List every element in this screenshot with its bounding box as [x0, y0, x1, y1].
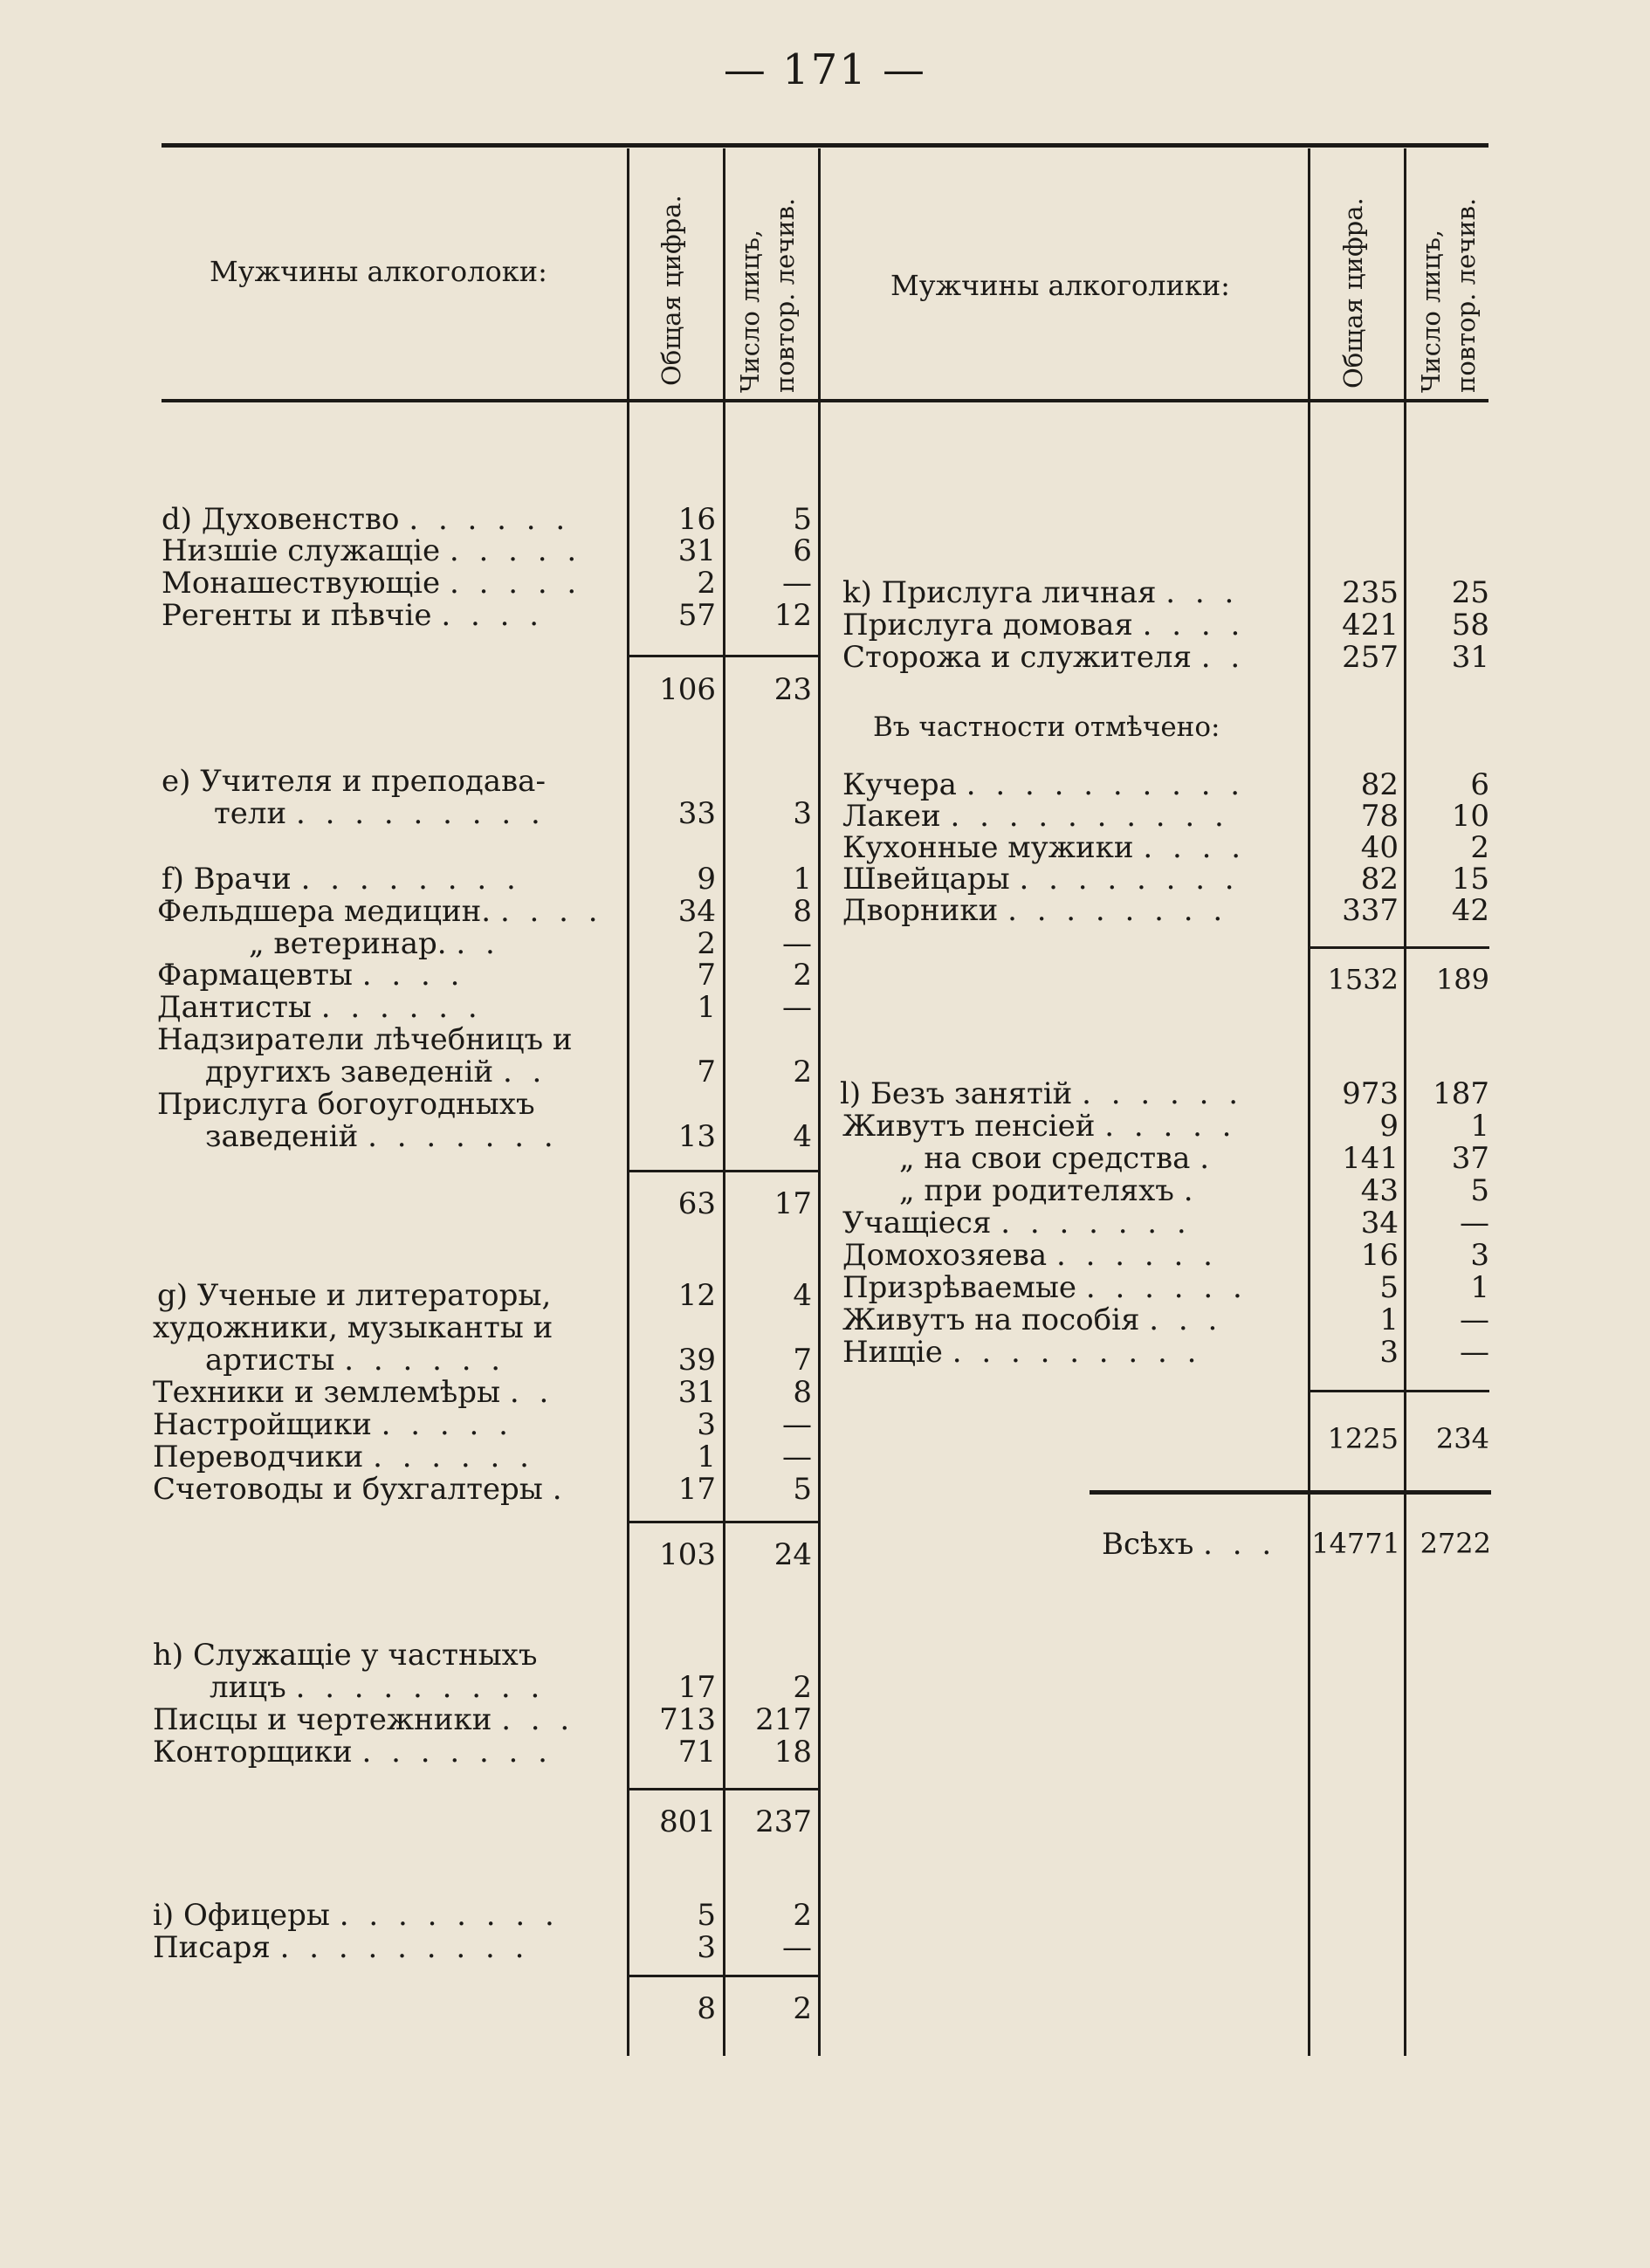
left-row-v2: 4	[793, 1119, 812, 1154]
left-header-col2-line1: Число лицъ,	[735, 229, 765, 393]
right-row-v1: 82	[1360, 862, 1399, 897]
right-row-v2: 37	[1451, 1141, 1489, 1176]
right-row-label: Живутъ пенсіей . . . . .	[842, 1109, 1237, 1144]
left-row-label: Фельдшера медицин. . . . .	[157, 894, 603, 929]
grand-total-v2: 2722	[1420, 1527, 1491, 1560]
left-subtotal-rule	[627, 1170, 821, 1172]
left-row-label: Писаря . . . . . . . . .	[153, 1930, 530, 1965]
left-subtotal-v2: 2	[793, 1991, 812, 2026]
left-row-v1: 31	[677, 1375, 716, 1410]
right-subtotal-rule	[1308, 1390, 1489, 1392]
left-row-v2: 12	[773, 598, 812, 633]
left-subtotal-v2: 237	[755, 1804, 812, 1839]
left-row-label: художники, музыканты и	[153, 1310, 553, 1345]
right-row-v2: 58	[1451, 608, 1489, 643]
right-row-v2: —	[1460, 1335, 1489, 1370]
right-row-v2: 5	[1470, 1173, 1489, 1208]
left-row-label: Техники и землемѣры . .	[153, 1375, 554, 1410]
left-row-label: Надзиратели лѣчебницъ и	[157, 1022, 573, 1057]
left-row-v1: 31	[677, 533, 716, 568]
right-row-v2: 6	[1470, 767, 1489, 802]
right-row-v1: 5	[1379, 1270, 1399, 1305]
right-row-label: „ на свои средства .	[899, 1141, 1215, 1176]
left-col-divider-1	[627, 148, 629, 2056]
right-grand-total-rule	[1090, 1490, 1491, 1495]
right-row-v1: 82	[1360, 767, 1399, 802]
left-row-v2: 2	[793, 958, 812, 993]
left-subtotal-v1: 63	[677, 1186, 716, 1221]
right-row-v1: 78	[1360, 799, 1399, 834]
left-row-label: i) Офицеры . . . . . . . .	[153, 1898, 560, 1933]
left-subtotal-v2: 17	[773, 1186, 812, 1221]
right-row-label: Домохозяева . . . . . .	[842, 1238, 1218, 1273]
right-row-v1: 9	[1379, 1109, 1399, 1144]
left-row-v2: 2	[793, 1055, 812, 1089]
right-row-v1: 421	[1342, 608, 1399, 643]
right-row-label: Живутъ на пособія . . .	[842, 1302, 1223, 1337]
left-row-v2: 18	[773, 1735, 812, 1770]
right-row-v2: 10	[1451, 799, 1489, 834]
left-row-v1: 5	[697, 1898, 716, 1933]
right-row-v2: 31	[1451, 640, 1489, 675]
left-row-v1: 7	[697, 958, 716, 993]
right-row-v1: 16	[1360, 1238, 1399, 1273]
left-row-label: g) Ученые и литераторы,	[157, 1278, 552, 1313]
left-row-v1: 33	[677, 796, 716, 831]
left-row-v2: 7	[793, 1343, 812, 1378]
right-subtotal-v1: 1225	[1327, 1422, 1399, 1455]
left-row-label: Регенты и пѣвчіе . . . .	[162, 598, 544, 633]
right-row-v2: 42	[1451, 893, 1489, 928]
left-row-v2: 6	[793, 533, 812, 568]
right-subtotal-v1: 1532	[1327, 963, 1399, 996]
right-header-col1: Общая цифра.	[1338, 197, 1368, 388]
right-row-label: k) Прислуга личная . . .	[842, 575, 1240, 610]
table-header-bottom-rule	[162, 399, 1488, 402]
right-row-v2: 2	[1470, 830, 1489, 865]
right-row-label: Учащіеся . . . . . . .	[842, 1206, 1192, 1241]
left-row-v1: 2	[697, 926, 716, 961]
right-header-col2-line1: Число лицъ,	[1416, 229, 1446, 393]
left-subtotal-rule	[627, 655, 821, 657]
left-header-col2-line2: повтор. лечив.	[770, 197, 800, 393]
table-top-rule	[162, 143, 1488, 148]
right-row-v1: 337	[1342, 893, 1399, 928]
left-row-label: Монашествующіе . . . . .	[162, 566, 582, 601]
left-row-label: другихъ заведеній . .	[205, 1055, 547, 1089]
left-row-label: Настройщики . . . . .	[153, 1407, 513, 1442]
left-row-v2: —	[782, 926, 812, 961]
left-row-v2: —	[782, 1440, 812, 1474]
left-row-label: Писцы и чертежники . . .	[153, 1702, 575, 1737]
left-row-label: Переводчики . . . . . .	[153, 1440, 534, 1474]
left-row-v2: 8	[793, 1375, 812, 1410]
left-row-v1: 17	[677, 1472, 716, 1507]
right-subtotal-v2: 234	[1435, 1422, 1489, 1455]
right-row-v2: 1	[1470, 1270, 1489, 1305]
left-row-v1: 7	[697, 1055, 716, 1089]
left-row-label: заведеній . . . . . . .	[205, 1119, 559, 1154]
left-row-v2: —	[782, 990, 812, 1025]
right-row-label: l) Безъ занятій . . . . . .	[840, 1076, 1244, 1111]
right-row-v1: 973	[1342, 1076, 1399, 1111]
left-row-v1: 34	[677, 894, 716, 929]
left-row-label: артисты . . . . . .	[205, 1343, 506, 1378]
left-subtotal-v1: 103	[659, 1537, 716, 1572]
right-row-label: „ при родителяхъ .	[899, 1173, 1199, 1208]
right-row-label: Кухонные мужики . . . .	[842, 830, 1247, 865]
right-row-v2: 187	[1433, 1076, 1489, 1111]
right-row-label: Дворники . . . . . . . .	[842, 893, 1228, 928]
right-row-v2: —	[1460, 1302, 1489, 1337]
left-row-v1: 16	[677, 502, 716, 537]
right-row-v2: 3	[1470, 1238, 1489, 1273]
left-row-v2: —	[782, 1407, 812, 1442]
right-subtotal-rule	[1308, 946, 1489, 949]
left-row-v1: 71	[677, 1735, 716, 1770]
left-row-v1: 1	[697, 1440, 716, 1474]
left-row-v2: 2	[793, 1670, 812, 1705]
right-row-label: Призрѣваемые . . . . . .	[842, 1270, 1248, 1305]
left-row-v2: 4	[793, 1278, 812, 1313]
left-row-v1: 57	[677, 598, 716, 633]
left-row-label: тели . . . . . . . . .	[214, 796, 546, 831]
left-row-v2: —	[782, 566, 812, 601]
left-row-v1: 13	[677, 1119, 716, 1154]
left-row-label: Низшіе служащіе . . . . .	[162, 533, 582, 568]
left-row-v1: 3	[697, 1407, 716, 1442]
right-row-v2: —	[1460, 1206, 1489, 1241]
left-row-v2: 1	[793, 862, 812, 897]
left-subtotal-rule	[627, 1521, 821, 1523]
left-row-label: Счетоводы и бухгалтеры .	[153, 1472, 567, 1507]
left-row-v1: 17	[677, 1670, 716, 1705]
left-row-v1: 1	[697, 990, 716, 1025]
left-row-v2: —	[782, 1930, 812, 1965]
left-row-v2: 5	[793, 1472, 812, 1507]
left-row-label: Дантисты . . . . . .	[157, 990, 483, 1025]
left-row-label: f) Врачи . . . . . . . .	[162, 862, 521, 897]
left-header-title: Мужчины алкоголоки:	[210, 255, 547, 288]
left-row-v1: 713	[659, 1702, 716, 1737]
right-col-divider-2	[1404, 148, 1406, 2056]
left-row-v1: 12	[677, 1278, 716, 1313]
right-header-col2-line2: повтор. лечив.	[1451, 197, 1481, 393]
right-row-v1: 141	[1342, 1141, 1399, 1176]
right-row-v1: 235	[1342, 575, 1399, 610]
left-row-label: d) Духовенство . . . . . .	[162, 502, 571, 537]
right-subheading: Въ частности отмѣчено:	[873, 711, 1220, 743]
right-row-label: Сторожа и служителя . .	[842, 640, 1246, 675]
left-row-label: е) Учителя и преподава-	[162, 764, 546, 799]
left-row-v2: 3	[793, 796, 812, 831]
left-subtotal-v2: 23	[773, 672, 812, 707]
right-row-v1: 40	[1360, 830, 1399, 865]
right-row-label: Швейцары . . . . . . . .	[842, 862, 1240, 897]
left-row-label: Конторщики . . . . . . .	[153, 1735, 553, 1770]
left-row-v1: 9	[697, 862, 716, 897]
left-row-v2: 8	[793, 894, 812, 929]
right-row-v2: 25	[1451, 575, 1489, 610]
left-row-v2: 217	[755, 1702, 812, 1737]
left-col-divider-3	[818, 148, 821, 2056]
left-row-v2: 2	[793, 1898, 812, 1933]
left-row-label: h) Служащіе у частныхъ	[153, 1638, 538, 1673]
left-subtotal-rule	[627, 1975, 821, 1977]
left-col-divider-2	[723, 148, 725, 2056]
left-subtotal-v1: 8	[697, 1991, 716, 2026]
right-row-v1: 1	[1379, 1302, 1399, 1337]
left-subtotal-v1: 106	[659, 672, 716, 707]
left-row-v1: 2	[697, 566, 716, 601]
left-row-label: „ ветеринар. . .	[249, 926, 500, 961]
right-row-v1: 34	[1360, 1206, 1399, 1241]
grand-total-label: Всѣхъ . . .	[1102, 1527, 1277, 1562]
right-row-v1: 257	[1342, 640, 1399, 675]
right-header-title: Мужчины алкоголики:	[890, 269, 1230, 302]
page-number: — 171 —	[723, 45, 927, 94]
right-row-label: Нищіе . . . . . . . . .	[842, 1335, 1202, 1370]
left-row-label: Прислуга богоугодныхъ	[157, 1087, 535, 1122]
left-subtotal-rule	[627, 1788, 821, 1790]
grand-total-v1: 14771	[1311, 1527, 1400, 1560]
left-row-label: Фармацевты . . . .	[157, 958, 465, 993]
left-row-v2: 5	[793, 502, 812, 537]
right-row-v2: 15	[1451, 862, 1489, 897]
right-row-v1: 3	[1379, 1335, 1399, 1370]
left-row-v1: 39	[677, 1343, 716, 1378]
right-row-v1: 43	[1360, 1173, 1399, 1208]
right-row-label: Лакеи . . . . . . . . . .	[842, 799, 1229, 834]
left-row-v1: 3	[697, 1930, 716, 1965]
right-row-v2: 1	[1470, 1109, 1489, 1144]
right-row-label: Прислуга домовая . . . .	[842, 608, 1246, 643]
left-subtotal-v2: 24	[773, 1537, 812, 1572]
right-row-label: Кучера . . . . . . . . . .	[842, 767, 1246, 802]
left-subtotal-v1: 801	[659, 1804, 716, 1839]
left-row-label: лицъ . . . . . . . . .	[210, 1670, 546, 1705]
right-subtotal-v2: 189	[1435, 963, 1489, 996]
left-header-col1: Общая цифра.	[657, 195, 686, 386]
